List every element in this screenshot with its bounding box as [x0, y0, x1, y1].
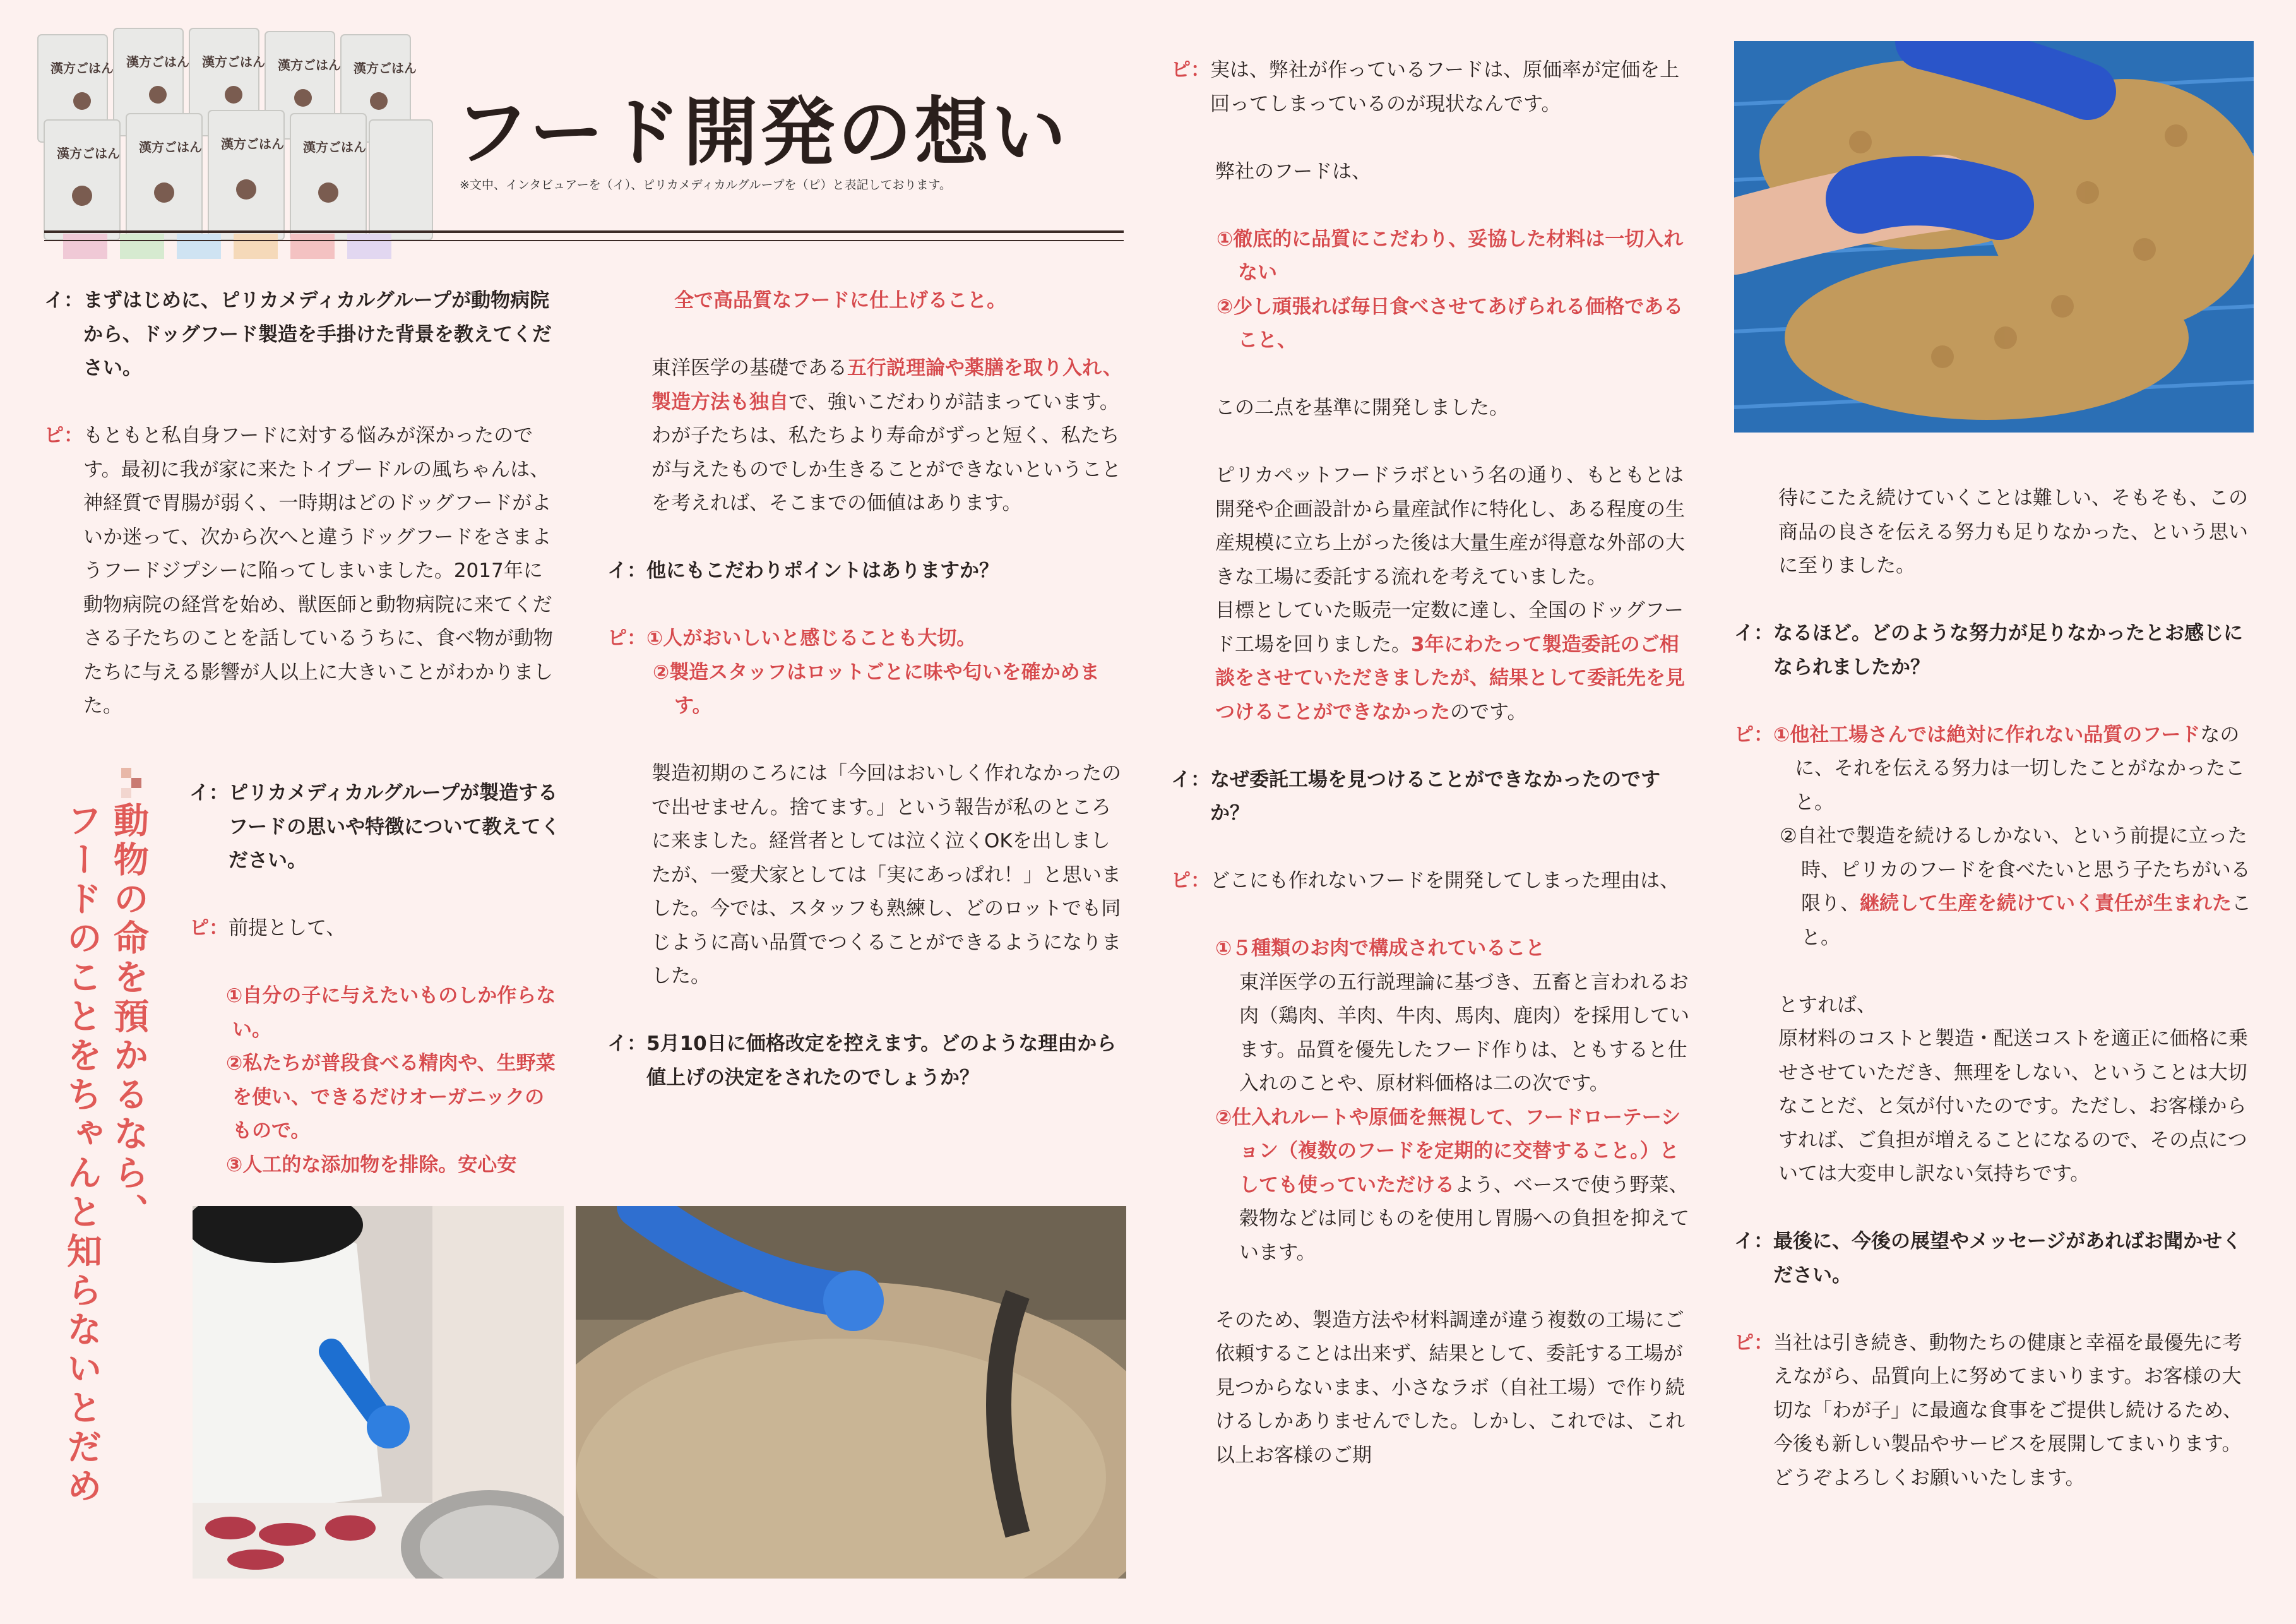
answer-7-closing: どうぞよろしくお願いいたします。 [1773, 1466, 2085, 1490]
answer-7-text: 当社は引き続き、動物たちの健康と幸福を最優先に考えながら、品質向上に努めてまいります。お客様の大切な「わが子」に最適な食事をご提供し続けるため、今後も新しい製品やサービスを展開してまいります。 [1773, 1331, 2242, 1455]
answer-5 [1171, 864, 1692, 899]
title-divider-bottom [44, 240, 1124, 241]
principle-1: ①自分の子に与えたいものしか作らない。 [226, 984, 556, 1041]
pellets-photo-illustration [1734, 41, 2254, 433]
vertical-heading-line1: 動物の命を預かるなら、 [108, 802, 149, 1233]
pirika-label: ピ： [1171, 869, 1210, 892]
answer-6-highlight: ①他社工場さんでは絶対に作れない品質のフード [1773, 723, 2201, 746]
column-1-lower [189, 777, 562, 1182]
column-3 [1171, 54, 1692, 1472]
deco-square [121, 768, 131, 778]
page-title: フード開発の想い [455, 89, 1069, 176]
principle-3: ③人工的な添加物を排除。安心安 [226, 1153, 517, 1176]
pirika-label: ピ： [1171, 59, 1210, 81]
product-packages-image [25, 25, 442, 265]
mixing-photo-illustration [576, 1206, 1126, 1579]
question-text: 最後に、今後の展望やメッセージがあればお聞かせください。 [1773, 1230, 2242, 1287]
deco-square [121, 788, 131, 798]
answer-3 [607, 622, 1128, 656]
pirika-label: ピ： [1734, 1331, 1773, 1354]
paragraph-if-so: とすれば、 [1778, 993, 1876, 1017]
answer-4 [1171, 54, 1692, 121]
answer-text [1773, 1327, 2255, 1496]
factory-text-b: のです。 [1450, 700, 1527, 724]
factory-highlight: 3年にわたって製造委託のご相談をさせていただきましたが、結果として委託先を見つけることができなかった [1215, 633, 1685, 724]
vertical-heading [58, 802, 152, 1528]
question-text: ピリカメディカルグループが製造するフードの思いや特徴について教えてください。 [229, 782, 561, 872]
question-4 [607, 1027, 1128, 1095]
interviewer-label: イ： [44, 289, 83, 312]
reason-2-highlight: ②仕入れルートや原価を無視して、フードローテーション（複数のフードを定期的に交替すること。）としても使っていただける [1215, 1106, 1681, 1197]
pirika-label: ピ： [1734, 723, 1773, 746]
pirika-label: ピ： [189, 917, 229, 940]
answer-6-item-2-highlight: 継続して生産を続けていく責任が生まれた [1860, 892, 2232, 915]
theory-highlight: 五行説理論や薬膳を取り入れ、製造方法も独自 [651, 357, 1122, 414]
answer-text: 実は、弊社が作っているフードは、原価率が定価を上回ってしまっているのが現状なんです。 [1210, 59, 1680, 116]
pack-label: 漢方ごはん [354, 61, 417, 76]
interviewer-label: イ： [189, 782, 229, 804]
pack-label: 漢方ごはん [57, 146, 120, 161]
chef-photo-illustration [193, 1206, 564, 1579]
answer-6-item-2-text: ②自社で製造を続けるしかない、という前提に立った時、ピリカのフードを食べたいと思う子たちがいる限り、 [1780, 825, 2251, 915]
answer-text: ①人がおいしいと感じることも大切。 [646, 627, 977, 650]
column-2 [607, 284, 1128, 1095]
theory-text-a: 東洋医学の基礎である [651, 357, 847, 379]
question-text: 他にもこだわりポイントはありますか？ [646, 559, 999, 582]
notation-note: ※文中、インタビュアーを（イ）、ピリカメディカルグループを（ピ）と表記しております。 [460, 178, 951, 192]
column-1 [44, 284, 562, 724]
question-text: なるほど。どのような努力が足りなかったとお感じになられましたか？ [1773, 622, 2243, 679]
paragraph-our-food: 弊社のフードは、 [1215, 160, 1372, 183]
chef-cutting-meat-photo [193, 1206, 564, 1579]
pack-label: 漢方ごはん [139, 140, 202, 155]
interviewer-label: イ： [1734, 1230, 1773, 1253]
paragraph-cost: 原材料のコストと製造・配送コストを適正に価格に乗せさせていただき、無理をしない、ということは大切なことだ、と気が付いたのです。ただし、お客様からすれば、ご負担が増えることになるので、その点については大変申し訳ない気持ちです。 [1778, 1027, 2248, 1185]
question-text: なぜ委託工場を見つけることができなかったのですか？ [1210, 768, 1660, 825]
question-text: 5月10日に価格改定を控えます。どのような理由から値上げの決定をされたのでしょうか？ [646, 1032, 1117, 1089]
reason-1-body: 東洋医学の五行説理論に基づき、五畜と言われるお肉（鶏肉、羊肉、牛肉、馬肉、鹿肉）を採用しています。品質を優先したフード作りは、ともすると仕入れのことや、原材料価格は二の次です。 [1239, 970, 1689, 1095]
answer-6-item-2 [1734, 820, 2255, 955]
reason-2 [1171, 1101, 1692, 1270]
pack-label: 漢方ごはん [202, 54, 265, 69]
question-text: まずはじめに、ピリカメディカルグループが動物病院から、ドッグフード製造を手掛けた背景を教えてください。 [83, 289, 552, 379]
principle-2: ②私たちが普段食べる精肉や、生野菜を使い、できるだけオーガニックのもので。 [226, 1052, 556, 1142]
theory-text-b: で、強いこだわりが詰まっています。わが子たちは、私たちより寿命がずっと短く、私たちが与えたものでしか生きることができないということを考えれば、そこまでの価値はあります。 [651, 390, 1121, 515]
product-packages-illustration [25, 25, 442, 265]
answer-2 [189, 912, 562, 946]
paragraph-theory [607, 352, 1128, 521]
paragraph-lab: ピリカペットフードラボという名の通り、もともとは開発や企画設計から量産試作に特化し、ある程度の生産規模に立ち上がった後は大量生産が得意な外部の大きな工場に委託する流れを考えていました。 [1215, 464, 1685, 588]
interviewer-label: イ： [607, 1032, 646, 1055]
answer-6-text: なのに、それを伝える努力は一切したことがなかったこと。 [1795, 723, 2245, 814]
paragraph-continued: 待にこたえ続けていくことは難しい、そもそも、この商品の良さを伝える努力も足りなかった、という思いに至りました。 [1778, 487, 2248, 577]
answer-7 [1734, 1327, 2255, 1496]
pirika-label: ピ： [44, 424, 83, 447]
pack-label: 漢方ごはん [278, 57, 341, 73]
interviewer-label: イ： [1171, 768, 1210, 791]
column-4 [1734, 482, 2255, 1495]
question-3 [607, 554, 1128, 588]
reason-1-title: ①５種類のお肉で構成されていること [1215, 937, 1545, 960]
interviewer-label: イ： [607, 559, 646, 582]
paragraph-early-days: 製造初期のころには「今回はおいしく作れなかったので出せません。捨てます。」という報告が私のところに来ました。経営者としては泣く泣くOKを出しましたが、一愛犬家としては「実にあっぱれ！」と思いました。今では、スタッフも熟練し、どのロットでも同じように高い品質でつくることができるようになりました。 [651, 762, 1121, 988]
interviewer-label: イ： [1734, 622, 1773, 645]
answer-text: 前提として、 [229, 917, 346, 940]
food-pellets-photo [1734, 41, 2254, 433]
paragraph-two-points: この二点を基準に開発しました。 [1215, 397, 1509, 419]
pack-label: 漢方ごはん [303, 140, 366, 155]
pack-label: 漢方ごはん [126, 54, 189, 69]
pack-label: 漢方ごはん [221, 136, 284, 152]
answer-6 [1734, 719, 2255, 820]
answer-6-item-2-end: こと。 [1801, 892, 2251, 949]
answer-text [1773, 719, 2255, 820]
reason-2-text: よう、ベースで使う野菜、穀物などは同じものを使用し胃腸への負担を抑えています。 [1239, 1173, 1689, 1264]
question-6 [1734, 617, 2255, 684]
answer-text: どこにも作れないフードを開発してしまった理由は、 [1210, 869, 1680, 892]
principle-3-continued: 全で高品質なフードに仕上げること。 [674, 289, 1007, 312]
pack-label: 漢方ごはん [51, 61, 114, 76]
question-1 [44, 284, 562, 386]
factory-text-a: 目標としていた販売一定数に達し、全国のドッグフード工場を回りました。 [1215, 599, 1684, 656]
question-5 [1171, 763, 1692, 831]
pirika-label: ピ： [607, 627, 646, 650]
criterion-2: ②少し頑張れば毎日食べさせてあげられる価格であること、 [1216, 295, 1684, 352]
title-divider-top [44, 230, 1124, 233]
answer-1 [44, 419, 562, 724]
answer-3-item-2: ②製造スタッフはロットごとに味や匂いを確かめます。 [653, 660, 1100, 717]
deco-square [131, 778, 141, 788]
paragraph-consequence: そのため、製造方法や材料調達が違う複数の工場にご依頼することは出来ず、結果として、委託する工場が見つからないまま、小さなラボ（自社工場）で作り続けるしかありませんでした。しかし、これでは、これ以上お客様のご期 [1215, 1308, 1685, 1467]
paragraph-factory-search [1171, 594, 1692, 729]
question-7 [1734, 1225, 2255, 1293]
answer-text: もともと私自身フードに対する悩みが深かったのです。最初に我が家に来たトイプードルの風ちゃんは、神経質で胃腸が弱く、一時期はどのドッグフードがよいか迷って、次から次へと違うドッグフードをさまようフードジプシーに陥ってしまいました。2017年に動物病院の経営を始め、獣医師と動物病院に来てくださる子たちのことを話しているうちに、食べ物が動物たちに与える影響が人以上に大きいことがわかりました。 [83, 424, 553, 717]
mixing-dough-photo [576, 1206, 1126, 1579]
vertical-heading-line2: フードのことをちゃんと知らないとだめ [61, 802, 102, 1507]
criterion-1: ①徹底的に品質にこだわり、妥協した材料は一切入れない [1216, 227, 1684, 284]
question-2 [189, 777, 562, 878]
